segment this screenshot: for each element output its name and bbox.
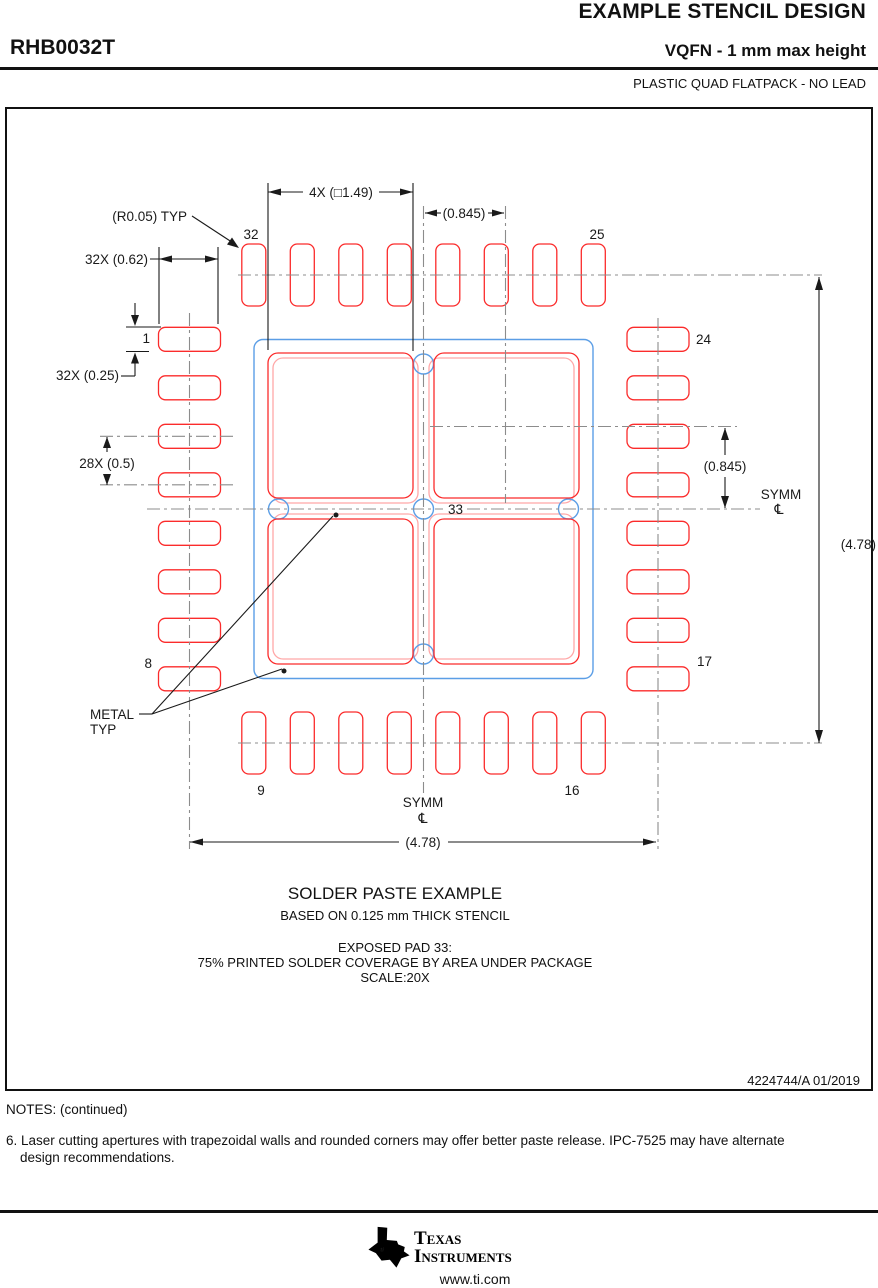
dim-corner-radius: (R0.05) TYP xyxy=(112,209,187,224)
pin-label-9: 9 xyxy=(257,783,265,798)
brand-name xyxy=(414,1230,512,1266)
part-number: RHB0032T xyxy=(10,36,116,59)
pin-label-17: 17 xyxy=(697,654,713,669)
ti-logo-icon xyxy=(366,1226,412,1268)
dim-pad-width: 32X (0.25) xyxy=(55,368,119,383)
footer-rule xyxy=(0,1210,878,1213)
note-6-line2: design recommendations. xyxy=(20,1150,175,1165)
caption-title: SOLDER PASTE EXAMPLE xyxy=(287,884,503,903)
package-type: PLASTIC QUAD FLATPACK - NO LEAD xyxy=(633,76,866,91)
centerlines xyxy=(100,206,822,849)
brand-line1: Texas xyxy=(414,1228,462,1249)
dim-offset-right: (0.845) xyxy=(703,459,747,474)
package-subtitle: VQFN - 1 mm max height xyxy=(664,41,866,60)
dim-pad-pitch: 28X (0.5) xyxy=(79,456,135,471)
pin-label-16: 16 xyxy=(564,783,580,798)
pin-label-8: 8 xyxy=(144,656,152,671)
caption-line1: BASED ON 0.125 mm THICK STENCIL xyxy=(280,908,510,923)
dim-quad-size: 4X (□1.49) xyxy=(309,185,373,200)
metal-label-line2: TYP xyxy=(90,722,117,737)
dim-pad-length: 32X (0.62) xyxy=(84,252,148,267)
dim-offset-top: (0.845) xyxy=(442,206,486,221)
brand-line2: Instruments xyxy=(414,1246,512,1267)
document-number: 4224744/A 01/2019 xyxy=(747,1073,860,1088)
caption-line2: EXPOSED PAD 33: xyxy=(338,940,452,955)
caption-block xyxy=(145,884,645,985)
symm-label-bottom: SYMM xyxy=(402,795,444,810)
page-title: EXAMPLE STENCIL DESIGN xyxy=(578,0,866,23)
pin-label-32: 32 xyxy=(243,227,259,242)
dimension-arrows xyxy=(103,189,823,846)
website-link[interactable]: www.ti.com xyxy=(439,1271,511,1287)
symm-label-right: SYMM xyxy=(760,487,802,502)
pin-label-33: 33 xyxy=(448,502,464,517)
pin-label-24: 24 xyxy=(696,332,712,347)
centerline-symbol-bottom: ℄ xyxy=(418,811,428,827)
svg-text:ti: ti xyxy=(380,1247,384,1254)
dim-span-horizontal: (4.78) xyxy=(405,835,441,850)
centerline-symbol-right: ℄ xyxy=(774,502,784,518)
caption-line4: SCALE:20X xyxy=(360,970,430,985)
notes-heading: NOTES: (continued) xyxy=(6,1102,128,1117)
dim-span-vertical: (4.78) xyxy=(840,537,876,552)
note-6-line1: 6. Laser cutting apertures with trapezoidal walls and rounded corners may offer better paste release. IPC-7525 may have alternate xyxy=(6,1133,785,1148)
pin-label-25: 25 xyxy=(589,227,605,242)
caption-line3: 75% PRINTED SOLDER COVERAGE BY AREA UNDER PACKAGE xyxy=(197,955,593,970)
pin-label-1: 1 xyxy=(142,331,150,346)
metal-label-line1: METAL xyxy=(90,707,135,722)
